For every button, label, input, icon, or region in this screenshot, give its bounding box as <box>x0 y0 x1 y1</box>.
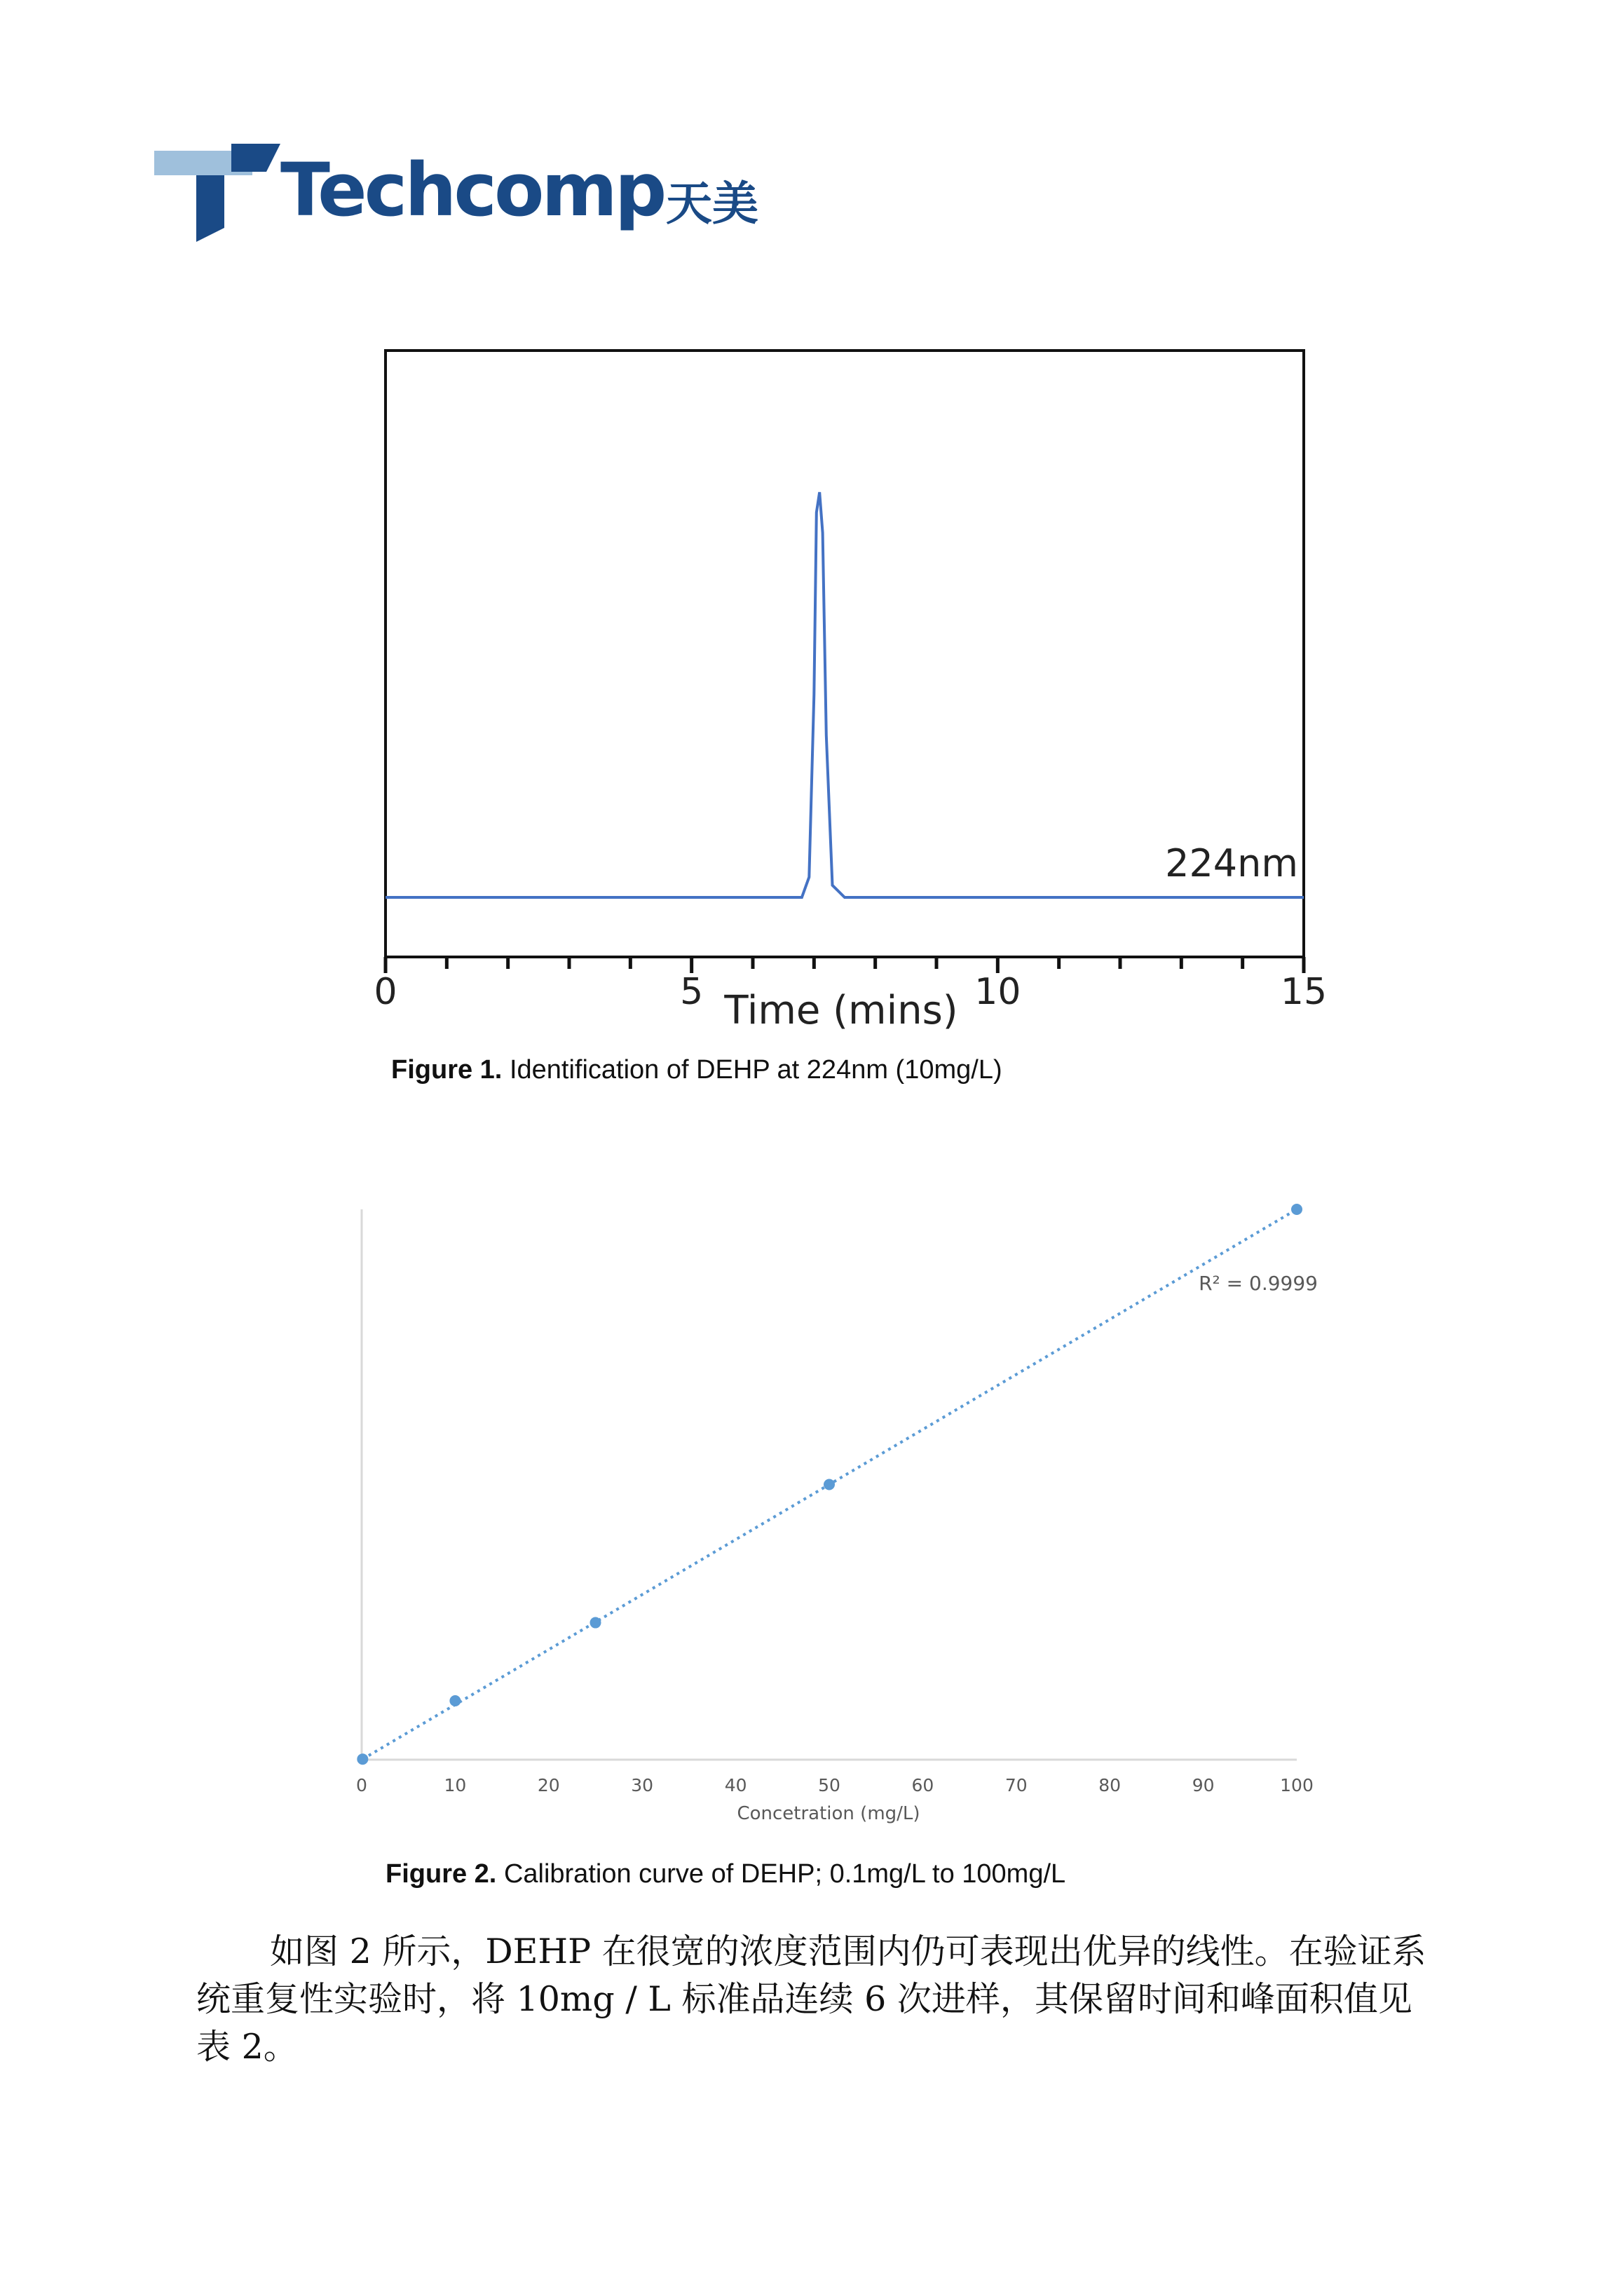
x-tick-label: 20 <box>537 1775 560 1795</box>
caption-label: Figure 2. <box>386 1859 497 1889</box>
caption-text: Calibration curve of DEHP; 0.1mg/L to 100mg/L <box>503 1859 1066 1889</box>
data-point <box>1291 1204 1302 1215</box>
figure-2 <box>357 1202 1346 1914</box>
x-tick-label: 5 <box>680 971 704 1013</box>
figure-1 <box>357 330 1339 1108</box>
x-tick-label: 100 <box>1280 1775 1314 1795</box>
body-paragraph: 如图 2 所示，DEHP 在很宽的浓度范围内仍可表现出优异的线性。在验证系统重复性实验时，将 10mg / L 标准品连续 6 次进样，其保留时间和峰面积值见表 2。 <box>196 1931 1426 2067</box>
x-tick-label: 15 <box>1280 971 1328 1013</box>
chromatogram-chart <box>357 330 1339 1038</box>
data-point <box>590 1617 601 1629</box>
techcomp-logo <box>147 144 778 249</box>
figure-1-caption <box>391 1055 1002 1085</box>
x-tick-label: 0 <box>356 1775 367 1795</box>
x-tick-label: 10 <box>444 1775 467 1795</box>
techcomp-t-logo-icon <box>147 144 273 242</box>
logo-chinese-name: 天美 <box>666 177 758 231</box>
calibration-chart <box>357 1202 1346 1833</box>
x-tick-label: 80 <box>1098 1775 1122 1795</box>
x-axis-title: Time (mins) <box>724 988 958 1033</box>
data-point <box>449 1695 461 1706</box>
caption-text: Identification of DEHP at 224nm (10mg/L) <box>509 1055 1002 1085</box>
chromatogram-trace <box>386 492 1304 897</box>
x-tick-label: 60 <box>911 1775 934 1795</box>
x-tick-label: 30 <box>631 1775 654 1795</box>
data-point <box>824 1479 835 1490</box>
x-tick-label: 90 <box>1192 1775 1215 1795</box>
data-point <box>357 1753 368 1765</box>
logo-wordmark: Techcomp <box>280 147 665 233</box>
x-tick-label: 50 <box>818 1775 840 1795</box>
x-tick-label: 10 <box>974 971 1021 1013</box>
x-tick-label: 70 <box>1004 1775 1028 1795</box>
r-squared-label: R² = 0.9999 <box>1199 1272 1318 1295</box>
x-tick-label: 40 <box>724 1775 747 1795</box>
x-tick-label: 0 <box>374 971 397 1013</box>
caption-label: Figure 1. <box>391 1055 503 1085</box>
x-axis-title: Concetration (mg/L) <box>737 1803 920 1824</box>
wavelength-label: 224nm <box>1165 841 1298 885</box>
figure-2-caption <box>386 1859 1065 1889</box>
